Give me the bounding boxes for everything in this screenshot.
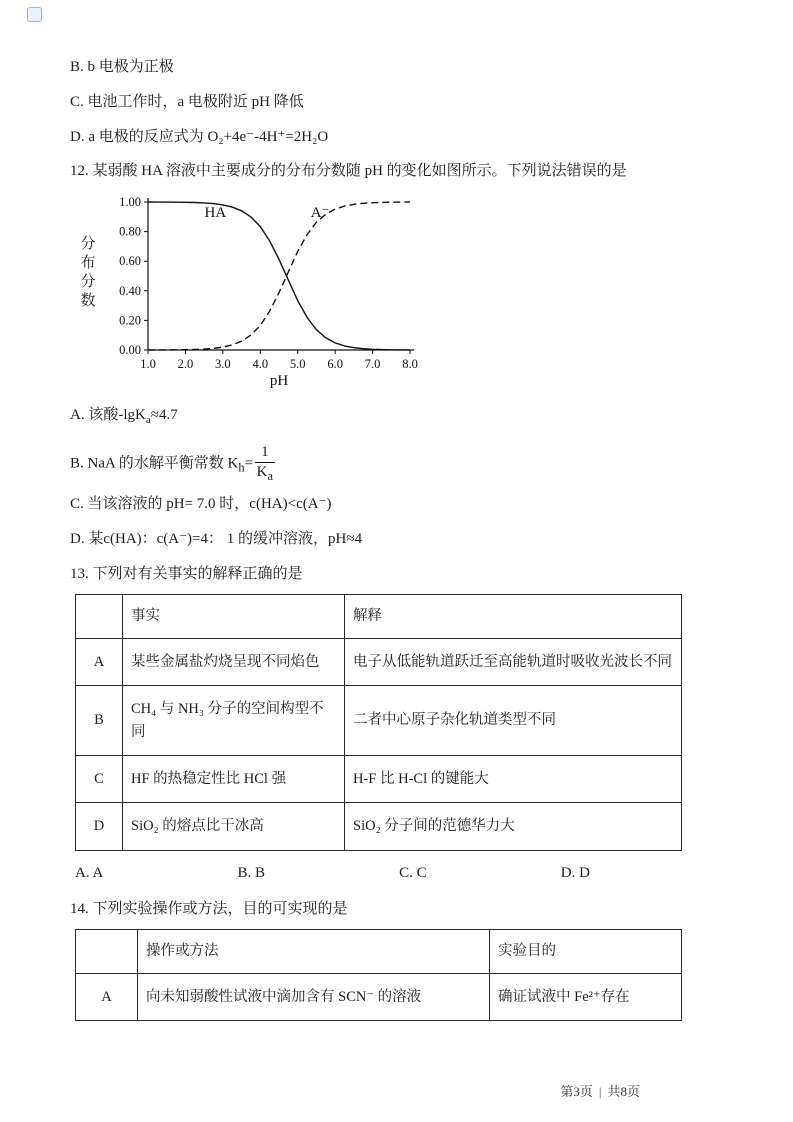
q14-header-method: 操作或方法 [138,930,490,973]
q13-row-key: A [76,638,123,685]
distribution-chart [80,192,723,388]
q13-row-explain: 二者中心原子杂化轨道类型不同 [345,686,682,756]
q14-row-key: A [76,973,138,1020]
q13-header-blank [76,595,123,638]
option-12-a-text: A. 该酸-lgK [70,406,146,423]
option-11-c: C. 电池工作时，a 电极附近 pH 降低 [70,93,304,110]
subscript-a: a [267,468,274,483]
option-12-a [70,406,723,428]
svg-text:0.80: 0.80 [119,224,141,239]
subscript-a: a [145,413,151,426]
fraction-numerator: 1 [255,444,275,463]
option-11-b: B. b 电极为正极 [70,59,174,75]
option-12-c: C. 当该溶液的 pH= 7.0 时，c(HA)<c(A⁻) [70,496,332,513]
fraction [255,444,275,484]
q13-row-key: C [76,756,123,803]
question-14-stem: 14. 下列实验操作或方法，目的可实现的是 [70,900,348,917]
svg-text:0.40: 0.40 [119,283,141,298]
svg-text:4.0: 4.0 [252,356,269,371]
q13-row-explain: SiO₂ 分子间的范德华力大 [345,803,682,850]
fraction-denominator [255,463,275,483]
q14-row-method: 向未知弱酸性试液中滴加含有 SCN⁻ 的溶液 [138,973,490,1020]
q13-row-explain: H-F 比 H-Cl 的键能大 [345,756,682,803]
option-11-d: D. a 电极的反应式为 O₂+4e⁻-4H⁺=2H₂O [70,128,329,145]
table-row [76,973,682,1020]
q13-answer-options [75,865,590,882]
corner-logo-icon [27,7,42,22]
q13-row-key: D [76,803,123,850]
option-12-b [70,444,723,484]
svg-text:0.60: 0.60 [119,253,141,268]
q13-header-fact: 事实 [123,595,345,638]
question-13-stem: 13. 下列对有关事实的解释正确的是 [70,565,303,582]
svg-text:7.0: 7.0 [364,356,381,371]
page-number: 第3页 [560,1084,593,1099]
table-row [76,803,682,850]
subscript-h: h [238,459,245,474]
svg-text:pH: pH [269,372,289,388]
svg-text:0.20: 0.20 [119,313,141,328]
svg-text:1.0: 1.0 [140,356,156,371]
option-12-b-text: B. NaA 的水解平衡常数 K [70,454,239,471]
answer-option-b: B. B [237,864,265,881]
q14-header-blank [76,930,138,973]
q13-row-fact: SiO₂ 的熔点比干冰高 [123,803,345,850]
answer-option-a: A. A [75,864,104,881]
footer-divider: | [598,1084,602,1099]
equals-sign: = [244,454,254,471]
svg-text:0.00: 0.00 [119,342,141,357]
chart-canvas [100,192,422,388]
svg-text:HA: HA [204,204,227,221]
svg-text:A⁻: A⁻ [310,204,330,221]
table-row [76,638,682,685]
svg-text:8.0: 8.0 [402,356,418,371]
q13-table [75,594,682,851]
svg-text:6.0: 6.0 [327,356,343,371]
question-12-stem: 12. 某弱酸 HA 溶液中主要成分的分布分数随 pH 的变化如图所示。下列说法错误的是 [70,163,627,180]
answer-option-c: C. C [399,864,427,881]
page-total: 共8页 [607,1084,640,1099]
svg-text:5.0: 5.0 [289,356,306,371]
table-row [76,756,682,803]
option-12-d: D. 某c(HA)：c(A⁻)=4： 1 的缓冲溶液，pH≈4 [70,530,363,547]
q13-row-fact: CH₄ 与 NH₃ 分子的空间构型不同 [123,686,345,756]
svg-text:3.0: 3.0 [215,356,231,371]
q14-header-purpose: 实验目的 [490,930,682,973]
q13-header-row [76,595,682,638]
q13-header-explain: 解释 [345,595,682,638]
svg-text:1.00: 1.00 [119,194,141,209]
q13-row-key: B [76,686,123,756]
q14-row-purpose: 确证试液中 Fe²⁺存在 [490,973,682,1020]
q13-row-fact: HF 的热稳定性比 HCl 强 [123,756,345,803]
option-12-a-value: ≈4.7 [150,406,178,423]
q14-header-row [76,930,682,973]
svg-text:2.0: 2.0 [177,356,194,371]
chart-y-axis-label: 分布分数 [80,236,96,309]
q14-table [75,929,682,1021]
denominator-k: K [256,463,268,480]
q13-row-fact: 某些金属盐灼烧呈现不同焰色 [123,638,345,685]
table-row [76,686,682,756]
q13-row-explain: 电子从低能轨道跃迁至高能轨道时吸收光波长不同 [345,638,682,685]
answer-option-d: D. D [560,864,590,881]
page-footer [560,1081,640,1100]
